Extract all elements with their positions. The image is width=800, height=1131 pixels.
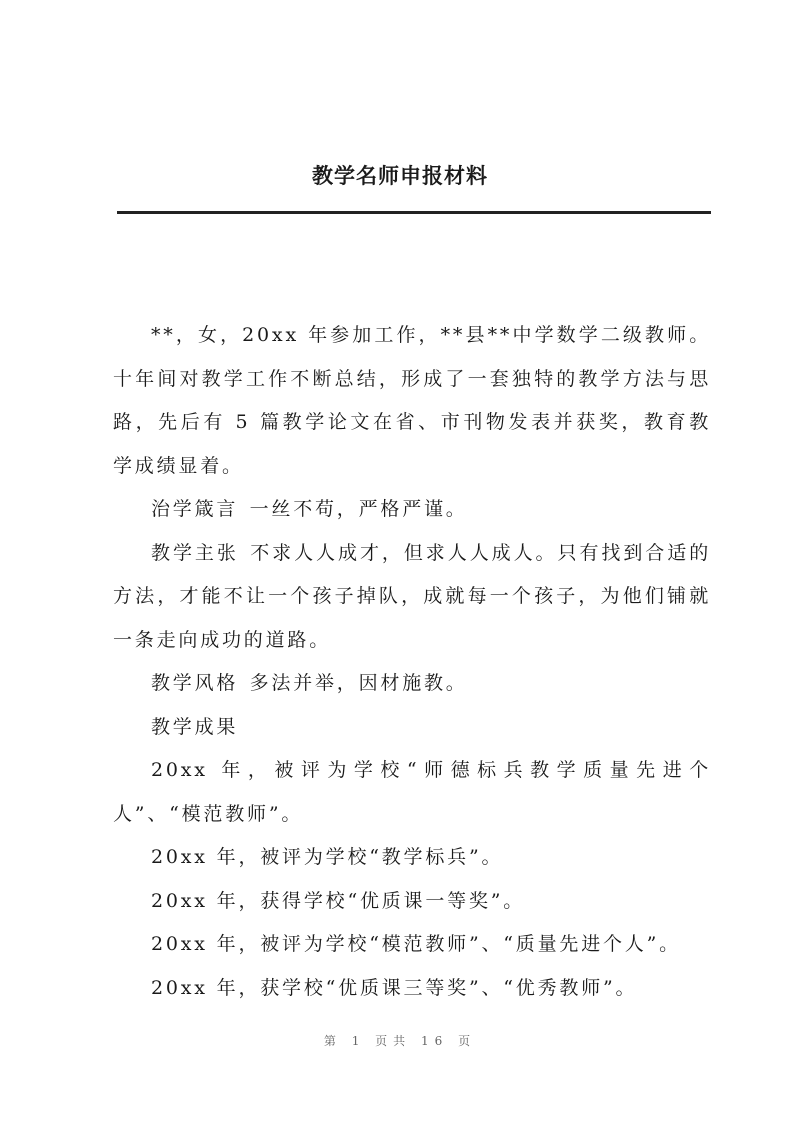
achievement-item [113,880,711,924]
intro-text: **，女，20xx 年参加工作，**县**中学数学二级教师。十年间对教学工作不断总结，形成了一套独特的教学方法与思路，先后有 5 篇教学论文在省、市刊物发表并获奖，教育教学成绩显着。 [113,324,711,477]
achievements-heading-text: 教学成果 [151,715,239,738]
intro-paragraph [113,314,711,488]
title-divider [117,211,711,214]
teaching-view-text: 不求人人成才，但求人人成人。只有找到合适的方法，才能不让一个孩子掉队，成就每一个孩子，为他们铺就一条走向成功的道路。 [113,541,711,651]
achievement-item [113,836,711,880]
teaching-style-label: 教学风格 [151,672,239,694]
motto-paragraph [113,488,711,532]
achievement-item [113,923,711,967]
teaching-view-paragraph [113,532,711,663]
achievement-text: 20xx 年，被评为学校“模范教师”、“质量先进个人”。 [151,933,681,955]
achievement-text: 20xx 年，被评为学校“教学标兵”。 [151,846,504,868]
achievement-text: 20xx 年，获学校“优质课三等奖”、“优秀教师”。 [151,976,638,999]
achievements-heading [113,706,711,750]
motto-text: 一丝不苟，严格严谨。 [249,498,468,520]
achievement-item [113,967,711,1011]
achievement-text: 20xx 年，获得学校“优质课一等奖”。 [151,889,526,912]
page-title: 教学名师申报材料 [312,163,488,188]
achievement-item [113,749,711,836]
teaching-style-text: 多法并举，因材施教。 [249,672,468,694]
page-number: 第 1 页共 16 页 [323,1034,477,1048]
motto-label: 治学箴言 [151,498,239,520]
achievement-text: 20xx 年，被评为学校“师德标兵教学质量先进个人”、“模范教师”。 [113,759,711,825]
document-body [113,314,711,1010]
teaching-style-paragraph [113,662,711,706]
teaching-view-label: 教学主张 [151,541,239,564]
